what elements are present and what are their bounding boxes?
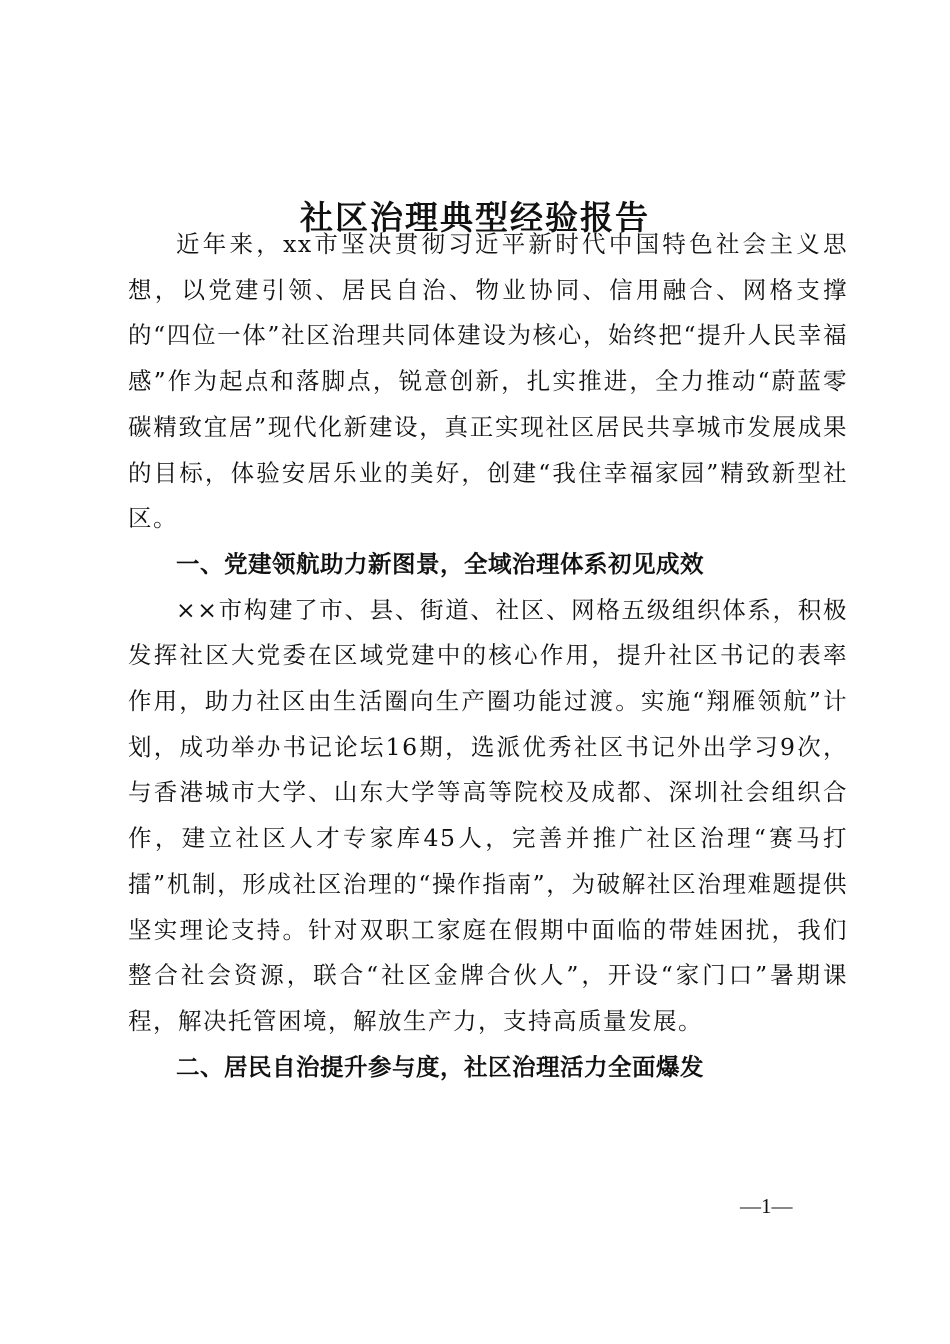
document-title: 社区治理典型经验报告 [300, 198, 650, 238]
page-number: —1— [740, 1194, 793, 1218]
intro-paragraph: 近年来，xx市坚决贯彻习近平新时代中国特色社会主义思想，以党建引领、居民自治、物业协同、信用融合、网格支撑的“四位一体”社区治理共同体建设为核心，始终把“提升人民幸福感”作为起点和落脚点，锐意创新，扎实推进，全力推动“蔚蓝零碳精致宜居”现代化新建设，真正实现社区居民共享城市发展成果的目标，体验安居乐业的美好，创建“我住幸福家园”精致新型社区。 [128, 230, 848, 533]
section-heading-2: 二、居民自治提升参与度，社区治理活力全面爆发 [176, 1052, 704, 1081]
section-heading-1: 一、党建领航助力新图景，全域治理体系初见成效 [176, 549, 704, 578]
section-1-paragraph: ××市构建了市、县、街道、社区、网格五级组织体系，积极发挥社区大党委在区域党建中的核心作用，提升社区书记的表率作用，助力社区由生活圈向生产圈功能过渡。实施“翔雁领航”计划，成功举办书记论坛16期，选派优秀社区书记外出学习9次，与香港城市大学、山东大学等高等院校及成都、深圳社会组织合作，建立社区人才专家库45人，完善并推广社区治理“赛马打擂”机制，形成社区治理的“操作指南”，为破解社区治理难题提供坚实理论支持。针对双职工家庭在假期中面临的带娃困扰，我们整合社会资源，联合“社区金牌合伙人”，开设“家门口”暑期课程，解决托管困境，解放生产力，支持高质量发展。 [128, 595, 848, 1035]
document-body [128, 222, 848, 1090]
